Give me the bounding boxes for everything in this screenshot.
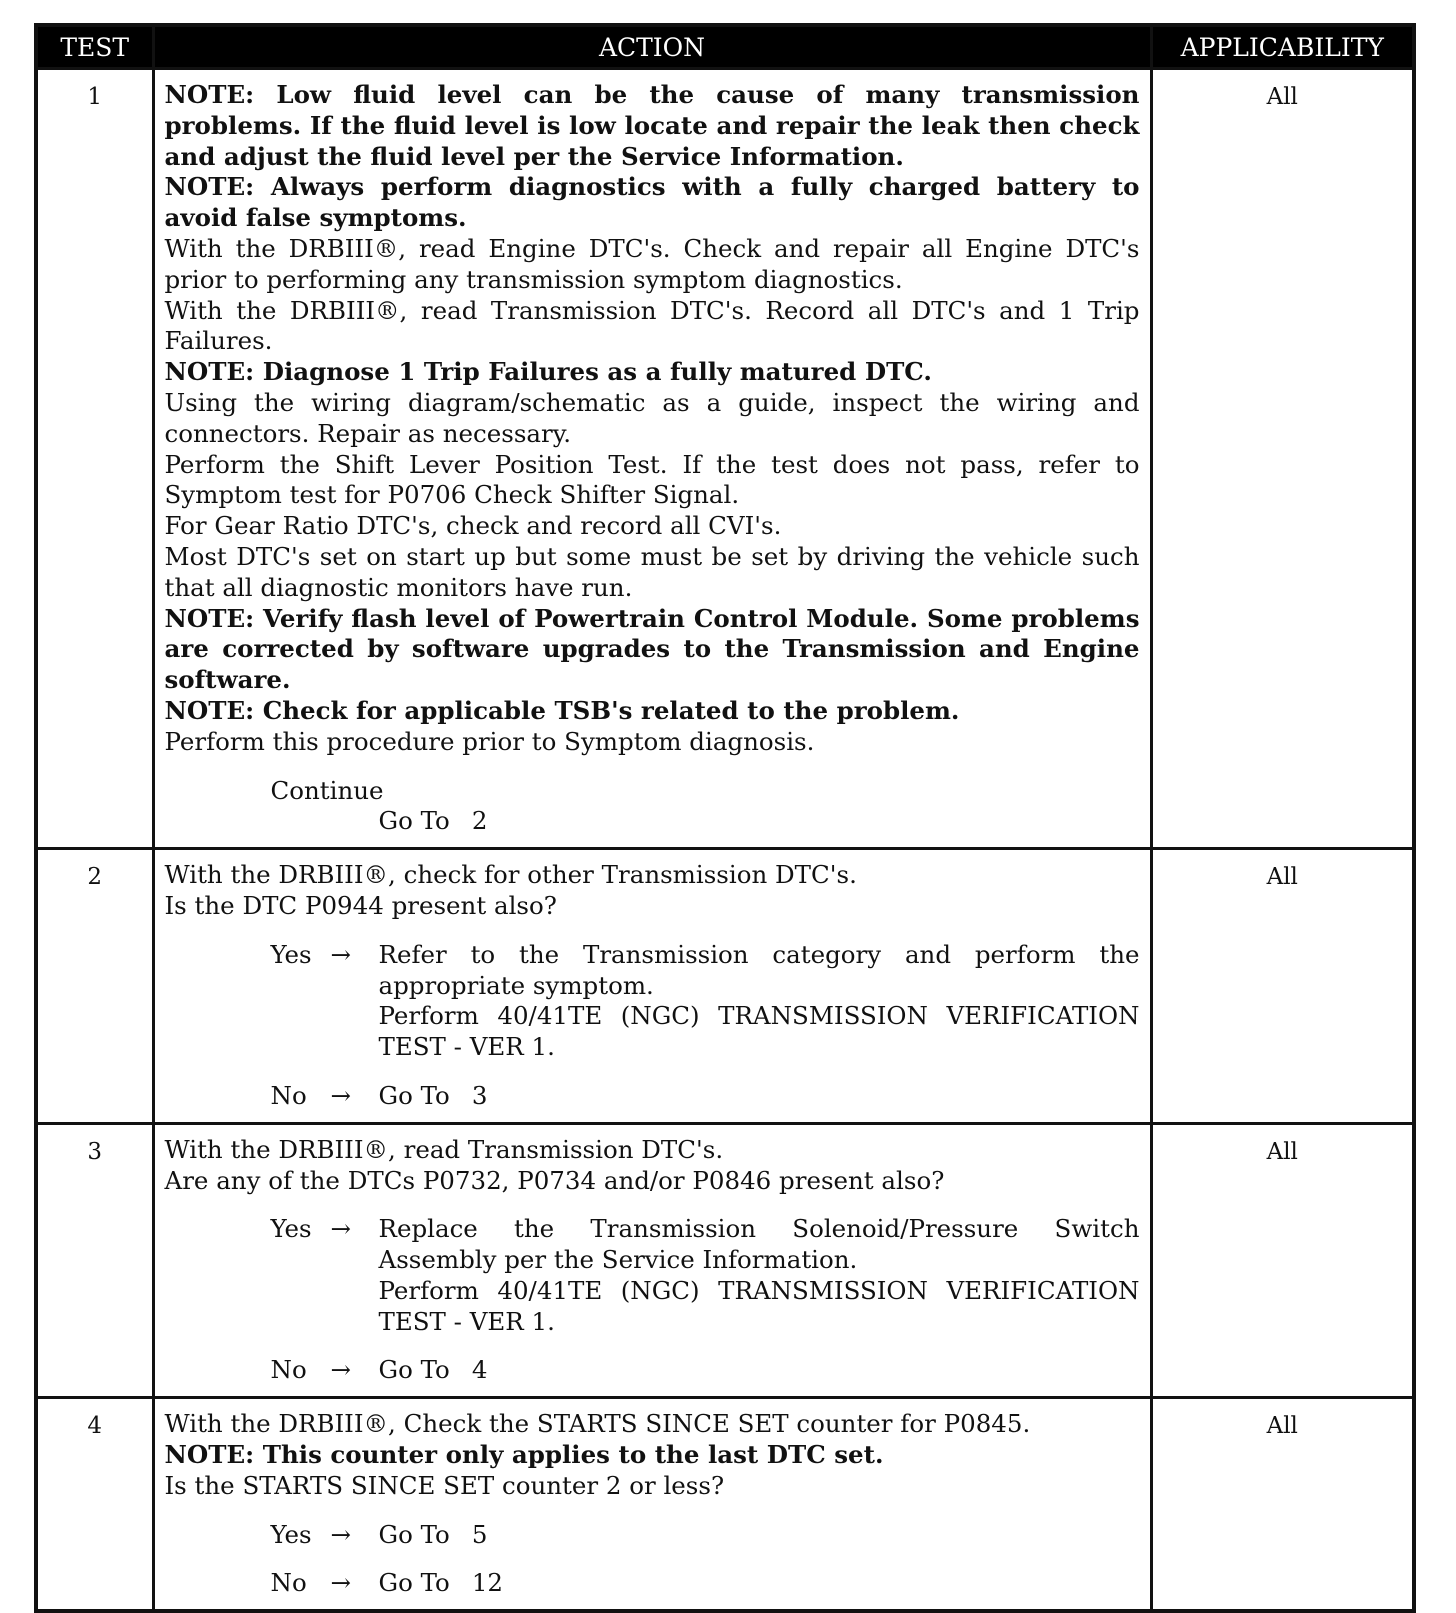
- outcomes: [165, 1214, 1140, 1386]
- outcomes: [165, 940, 1140, 1112]
- goto-label: Go To: [378, 1355, 450, 1385]
- no-label: No: [270, 1568, 307, 1598]
- table-row: [36, 849, 1414, 1124]
- applicability-value: All: [1151, 1123, 1414, 1398]
- header-test: TEST: [36, 25, 153, 69]
- table-row: [36, 1123, 1414, 1398]
- arrow-icon: →: [330, 1568, 352, 1598]
- yes-action-text: Refer to the Transmission category and perform the appropriate symptom.: [378, 939, 1140, 1000]
- yes-outcome: [271, 1520, 1140, 1551]
- goto-label: Go To: [378, 1568, 450, 1598]
- goto-label: Go To: [378, 806, 450, 836]
- continue-label: Continue: [270, 775, 384, 805]
- action-cell: [153, 69, 1151, 849]
- action-cell: [153, 849, 1151, 1124]
- goto-link[interactable]: [379, 806, 1140, 837]
- yes-outcome: [271, 940, 1140, 1063]
- test-number: 2: [36, 849, 153, 1124]
- no-outcome: [271, 1081, 1140, 1112]
- no-outcome: [271, 1568, 1140, 1599]
- applicability-value: All: [1151, 849, 1414, 1124]
- arrow-icon: →: [330, 939, 352, 969]
- instruction-text: With the DRBIII®, Check the STARTS SINCE SET counter for P0845.: [164, 1409, 1031, 1439]
- yes-outcome: [271, 1214, 1140, 1337]
- goto-target: 12: [471, 1568, 503, 1598]
- arrow-icon: →: [330, 1080, 352, 1110]
- arrow-icon: →: [330, 1355, 352, 1385]
- test-number: 4: [36, 1398, 153, 1611]
- applicability-value: All: [1151, 1398, 1414, 1611]
- header-action: ACTION: [153, 25, 1151, 69]
- goto-label: Go To: [378, 1519, 450, 1549]
- test-number: 3: [36, 1123, 153, 1398]
- question-text: Is the STARTS SINCE SET counter 2 or less?: [164, 1470, 725, 1500]
- question-text: Are any of the DTCs P0732, P0734 and/or P0846 present also?: [164, 1165, 945, 1195]
- table-header-row: [36, 25, 1414, 69]
- goto-link[interactable]: [379, 1081, 1140, 1112]
- instruction-text: With the DRBIII®, read Transmission DTC's. Record all DTC's and 1 Trip Failures.: [164, 295, 1140, 356]
- diagnostic-test-table: [34, 23, 1416, 1613]
- goto-target: 2: [471, 806, 488, 836]
- yes-label: Yes: [270, 1519, 312, 1549]
- instruction-text: With the DRBIII®, check for other Transmission DTC's.: [164, 860, 857, 890]
- goto-target: 5: [471, 1519, 488, 1549]
- yes-label: Yes: [270, 1214, 312, 1244]
- goto-target: 3: [471, 1080, 488, 1110]
- no-label: No: [270, 1080, 307, 1110]
- table-row: [36, 1398, 1414, 1611]
- goto-link[interactable]: [379, 1520, 1140, 1551]
- yes-text: [379, 940, 1140, 1063]
- note-text: NOTE: This counter only applies to the last DTC set.: [164, 1440, 884, 1470]
- yes-label: Yes: [270, 939, 312, 969]
- yes-action-text: Replace the Transmission Solenoid/Pressure Switch Assembly per the Service Information.: [378, 1214, 1140, 1275]
- verification-link[interactable]: Perform 40/41TE (NGC) TRANSMISSION VERIFICATION TEST - VER 1.: [378, 1275, 1140, 1336]
- instruction-text: For Gear Ratio DTC's, check and record all CVI's.: [164, 511, 782, 541]
- instruction-text: Using the wiring diagram/schematic as a guide, inspect the wiring and connectors. Repair as necessary.: [164, 387, 1140, 448]
- goto-label: Go To: [378, 1080, 450, 1110]
- note-text: NOTE: Diagnose 1 Trip Failures as a fully matured DTC.: [164, 357, 932, 387]
- note-text: NOTE: Verify flash level of Powertrain Control Module. Some problems are corrected by software upgrades to the Transmission and Engine software.: [164, 603, 1140, 695]
- note-text: NOTE: Check for applicable TSB's related to the problem.: [164, 695, 960, 725]
- arrow-icon: →: [330, 1519, 352, 1549]
- yes-text: [379, 1214, 1140, 1337]
- goto-link[interactable]: [379, 1355, 1140, 1386]
- goto-link[interactable]: [379, 1568, 1140, 1599]
- question-text: Is the DTC P0944 present also?: [164, 890, 557, 920]
- instruction-text: Perform the Shift Lever Position Test. If the test does not pass, refer to Symptom test for P0706 Check Shifter Signal.: [164, 449, 1140, 510]
- header-applicability: APPLICABILITY: [1151, 25, 1414, 69]
- goto-target: 4: [471, 1355, 488, 1385]
- note-text: NOTE: Low fluid level can be the cause of many transmission problems. If the fluid level is low locate and repair the leak then check and adjust the fluid level per the Service Information.: [164, 80, 1140, 171]
- applicability-value: All: [1151, 69, 1414, 849]
- no-label: No: [270, 1355, 307, 1385]
- instruction-text: Most DTC's set on start up but some must be set by driving the vehicle such that all diagnostic monitors have run.: [164, 541, 1140, 602]
- action-cell: [153, 1398, 1151, 1611]
- instruction-text: With the DRBIII®, read Transmission DTC's.: [164, 1134, 724, 1164]
- arrow-icon: →: [330, 1214, 352, 1244]
- action-cell: [153, 1123, 1151, 1398]
- continue-block: [271, 776, 1140, 838]
- instruction-text: With the DRBIII®, read Engine DTC's. Check and repair all Engine DTC's prior to performing any transmission symptom diagnostics.: [164, 233, 1140, 294]
- table-row: [36, 69, 1414, 849]
- test-number: 1: [36, 69, 153, 849]
- instruction-text: Perform this procedure prior to Symptom diagnosis.: [164, 726, 815, 756]
- outcomes: [165, 1520, 1140, 1600]
- note-text: NOTE: Always perform diagnostics with a fully charged battery to avoid false symptoms.: [164, 172, 1140, 233]
- verification-link[interactable]: Perform 40/41TE (NGC) TRANSMISSION VERIFICATION TEST - VER 1.: [378, 1001, 1140, 1062]
- no-outcome: [271, 1355, 1140, 1386]
